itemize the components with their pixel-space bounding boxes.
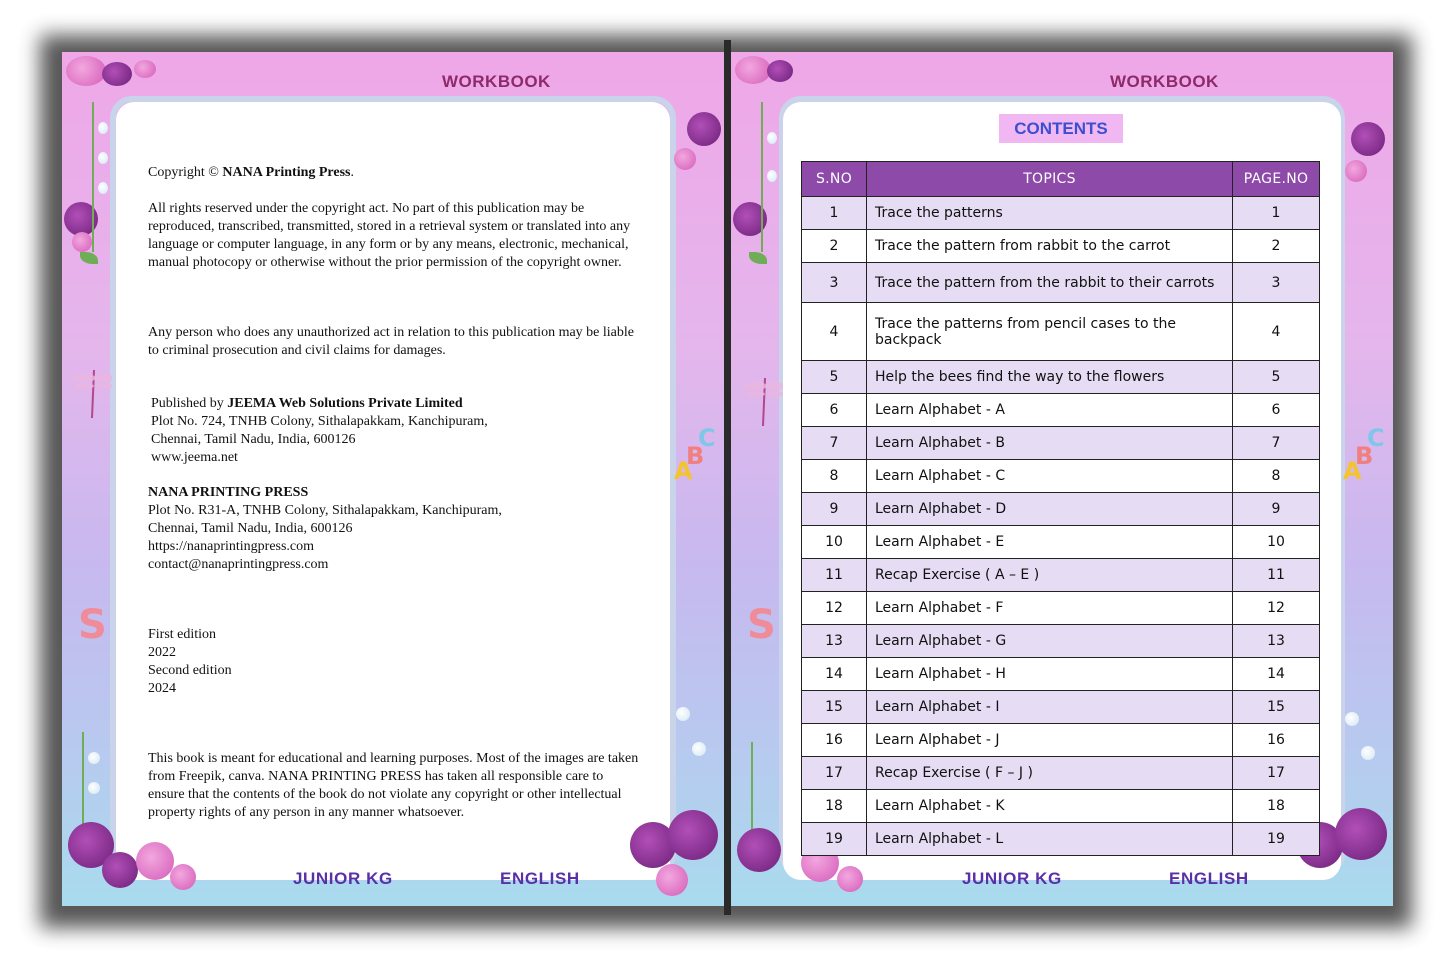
copyright-suffix: . (350, 165, 354, 180)
bell-flower-icon (98, 152, 108, 164)
row-topic: Learn Alphabet - E (867, 526, 1233, 559)
publisher-prefix: Published by (151, 396, 228, 411)
row-topic: Learn Alphabet - G (867, 625, 1233, 658)
copyright-line (148, 164, 638, 182)
flower-icon (837, 866, 863, 892)
panel-notch (220, 850, 268, 880)
row-topic: Help the bees find the way to the flowers (867, 361, 1233, 394)
row-number: 9 (802, 493, 867, 526)
publisher-city: Chennai, Tamil Nadu, India, 600126 (151, 432, 356, 447)
rights-paragraph: All rights reserved under the copyright act. No part of this publication may be reproduced, transcribed, transmitted, stored in a retrieval system or translated into any language or computer language, in any form or by any means, electronic, mechanical, manual photocopy or otherwise without the prior permission of the copyright owner. (148, 201, 631, 270)
row-page-number: 14 (1233, 658, 1320, 691)
edition-label: First edition (148, 627, 217, 642)
bell-flower-icon (88, 782, 100, 794)
s-letter-icon: S (78, 602, 107, 648)
table-header-row (802, 162, 1320, 197)
bell-flower-icon (98, 182, 108, 194)
dragonfly-icon (743, 370, 783, 430)
row-number: 8 (802, 460, 867, 493)
table-row (802, 526, 1320, 559)
row-topic: Learn Alphabet - J (867, 724, 1233, 757)
publisher-website: www.jeema.net (151, 450, 238, 465)
abc-letter-icon: B (1355, 442, 1374, 470)
row-number: 13 (802, 625, 867, 658)
row-number: 19 (802, 823, 867, 856)
publisher-name: JEEMA Web Solutions Private Limited (227, 396, 463, 411)
row-page-number: 5 (1233, 361, 1320, 394)
press-address: Plot No. R31-A, TNHB Colony, Sithalapakkam, Kanchipuram, (148, 503, 502, 518)
table-row (802, 427, 1320, 460)
row-number: 7 (802, 427, 867, 460)
row-page-number: 13 (1233, 625, 1320, 658)
row-topic: Trace the patterns from pencil cases to the backpack (867, 303, 1233, 361)
bell-flower-icon (692, 742, 706, 756)
publisher-block (151, 395, 641, 467)
column-header-sno: S.NO (802, 162, 867, 197)
flower-icon (102, 62, 132, 86)
leaf-icon (749, 252, 767, 264)
leaf-icon (80, 252, 98, 264)
bell-flower-icon (767, 170, 777, 182)
edition-year: 2022 (148, 645, 176, 660)
row-number: 1 (802, 197, 867, 230)
table-row (802, 592, 1320, 625)
table-row (802, 625, 1320, 658)
page-header: WORKBOOK (442, 72, 551, 91)
row-number: 14 (802, 658, 867, 691)
row-topic: Recap Exercise ( A – E ) (867, 559, 1233, 592)
row-page-number: 17 (1233, 757, 1320, 790)
row-page-number: 6 (1233, 394, 1320, 427)
flower-icon (767, 60, 793, 82)
row-topic: Learn Alphabet - K (867, 790, 1233, 823)
row-number: 10 (802, 526, 867, 559)
footer-subject: ENGLISH (500, 869, 580, 888)
flower-icon (687, 112, 721, 146)
row-topic: Learn Alphabet - B (867, 427, 1233, 460)
contents-heading: CONTENTS (999, 114, 1123, 143)
table-row (802, 493, 1320, 526)
edition-label: Second edition (148, 663, 232, 678)
disclaimer-paragraph: This book is meant for educational and learning purposes. Most of the images are taken from Freepik, canva. NANA PRINTING PRESS has taken all responsible care to ensure that the contents of the book do not violate any copyright or other intellectual property rights of any person in any manner whatsoever. (148, 751, 639, 820)
stem-decoration (92, 102, 94, 252)
row-page-number: 11 (1233, 559, 1320, 592)
row-number: 2 (802, 230, 867, 263)
footer-subject: ENGLISH (1169, 869, 1249, 888)
row-topic: Learn Alphabet - D (867, 493, 1233, 526)
stem-decoration (761, 102, 763, 252)
row-topic: Learn Alphabet - L (867, 823, 1233, 856)
row-topic: Recap Exercise ( F – J ) (867, 757, 1233, 790)
flower-icon (735, 56, 771, 84)
table-row (802, 691, 1320, 724)
row-topic: Trace the patterns (867, 197, 1233, 230)
table-row (802, 230, 1320, 263)
row-page-number: 16 (1233, 724, 1320, 757)
table-row (802, 658, 1320, 691)
bell-flower-icon (88, 752, 100, 764)
table-row (802, 724, 1320, 757)
bell-flower-icon (1361, 746, 1375, 760)
row-topic: Learn Alphabet - I (867, 691, 1233, 724)
publisher-address: Plot No. 724, TNHB Colony, Sithalapakkam, Kanchipuram, (151, 414, 488, 429)
table-row (802, 823, 1320, 856)
row-number: 3 (802, 263, 867, 303)
flower-icon (136, 842, 174, 880)
table-row (802, 559, 1320, 592)
row-topic: Learn Alphabet - F (867, 592, 1233, 625)
bell-flower-icon (767, 132, 777, 144)
abc-letter-icon: C (1367, 424, 1385, 452)
row-page-number: 19 (1233, 823, 1320, 856)
footer-grade: JUNIOR KG (962, 869, 1062, 888)
row-page-number: 12 (1233, 592, 1320, 625)
bell-flower-icon (676, 707, 690, 721)
row-page-number: 1 (1233, 197, 1320, 230)
edition-block (148, 626, 448, 698)
table-row (802, 361, 1320, 394)
row-number: 6 (802, 394, 867, 427)
press-name: NANA PRINTING PRESS (148, 485, 309, 500)
left-page (62, 52, 724, 906)
row-page-number: 7 (1233, 427, 1320, 460)
contents-table (801, 161, 1320, 856)
row-number: 12 (802, 592, 867, 625)
edition-year: 2024 (148, 681, 176, 696)
book-spine (724, 40, 731, 915)
flower-icon (668, 810, 718, 860)
column-header-page: PAGE.NO (1233, 162, 1320, 197)
row-page-number: 2 (1233, 230, 1320, 263)
publisher-line (151, 395, 641, 413)
contents-table-body (802, 197, 1320, 856)
flower-icon (134, 60, 156, 78)
right-page (731, 52, 1393, 906)
table-row (802, 303, 1320, 361)
row-topic: Learn Alphabet - C (867, 460, 1233, 493)
flower-icon (1345, 160, 1367, 182)
abc-letter-icon: A (674, 457, 693, 485)
table-row (802, 263, 1320, 303)
footer-grade: JUNIOR KG (293, 869, 393, 888)
row-page-number: 3 (1233, 263, 1320, 303)
flower-icon (72, 232, 92, 252)
copyright-prefix: Copyright © (148, 165, 223, 180)
row-number: 4 (802, 303, 867, 361)
row-page-number: 8 (1233, 460, 1320, 493)
table-row (802, 394, 1320, 427)
flower-icon (102, 852, 138, 888)
press-city: Chennai, Tamil Nadu, India, 600126 (148, 521, 353, 536)
page-header: WORKBOOK (1110, 72, 1219, 91)
row-topic: Learn Alphabet - H (867, 658, 1233, 691)
row-page-number: 9 (1233, 493, 1320, 526)
flower-icon (737, 828, 781, 872)
flower-icon (1335, 808, 1387, 860)
flower-icon (170, 864, 196, 890)
press-website: https://nanaprintingpress.com (148, 539, 315, 554)
row-topic: Learn Alphabet - A (867, 394, 1233, 427)
table-row (802, 460, 1320, 493)
row-topic: Trace the pattern from rabbit to the carrot (867, 230, 1233, 263)
flower-icon (66, 56, 106, 86)
abc-letter-icon: A (1343, 457, 1362, 485)
row-number: 11 (802, 559, 867, 592)
table-row (802, 757, 1320, 790)
flower-icon (1351, 122, 1385, 156)
press-email: contact@nanaprintingpress.com (148, 557, 329, 572)
dragonfly-icon (72, 362, 112, 422)
row-number: 15 (802, 691, 867, 724)
row-number: 16 (802, 724, 867, 757)
row-topic: Trace the pattern from the rabbit to their carrots (867, 263, 1233, 303)
bell-flower-icon (98, 122, 108, 134)
row-number: 18 (802, 790, 867, 823)
table-row (802, 197, 1320, 230)
row-page-number: 4 (1233, 303, 1320, 361)
row-page-number: 15 (1233, 691, 1320, 724)
flower-icon (674, 148, 696, 170)
flower-icon (656, 864, 688, 896)
row-number: 5 (802, 361, 867, 394)
row-number: 17 (802, 757, 867, 790)
table-row (802, 790, 1320, 823)
bell-flower-icon (1345, 712, 1359, 726)
row-page-number: 10 (1233, 526, 1320, 559)
abc-letter-icon: C (698, 424, 716, 452)
abc-letter-icon: B (686, 442, 705, 470)
copyright-holder: NANA Printing Press (222, 165, 351, 180)
column-header-topics: TOPICS (867, 162, 1233, 197)
row-page-number: 18 (1233, 790, 1320, 823)
press-block (148, 484, 638, 574)
liability-paragraph: Any person who does any unauthorized act in relation to this publication may be liable to criminal prosecution and civil claims for damages. (148, 325, 634, 358)
s-letter-icon: S (747, 602, 776, 648)
